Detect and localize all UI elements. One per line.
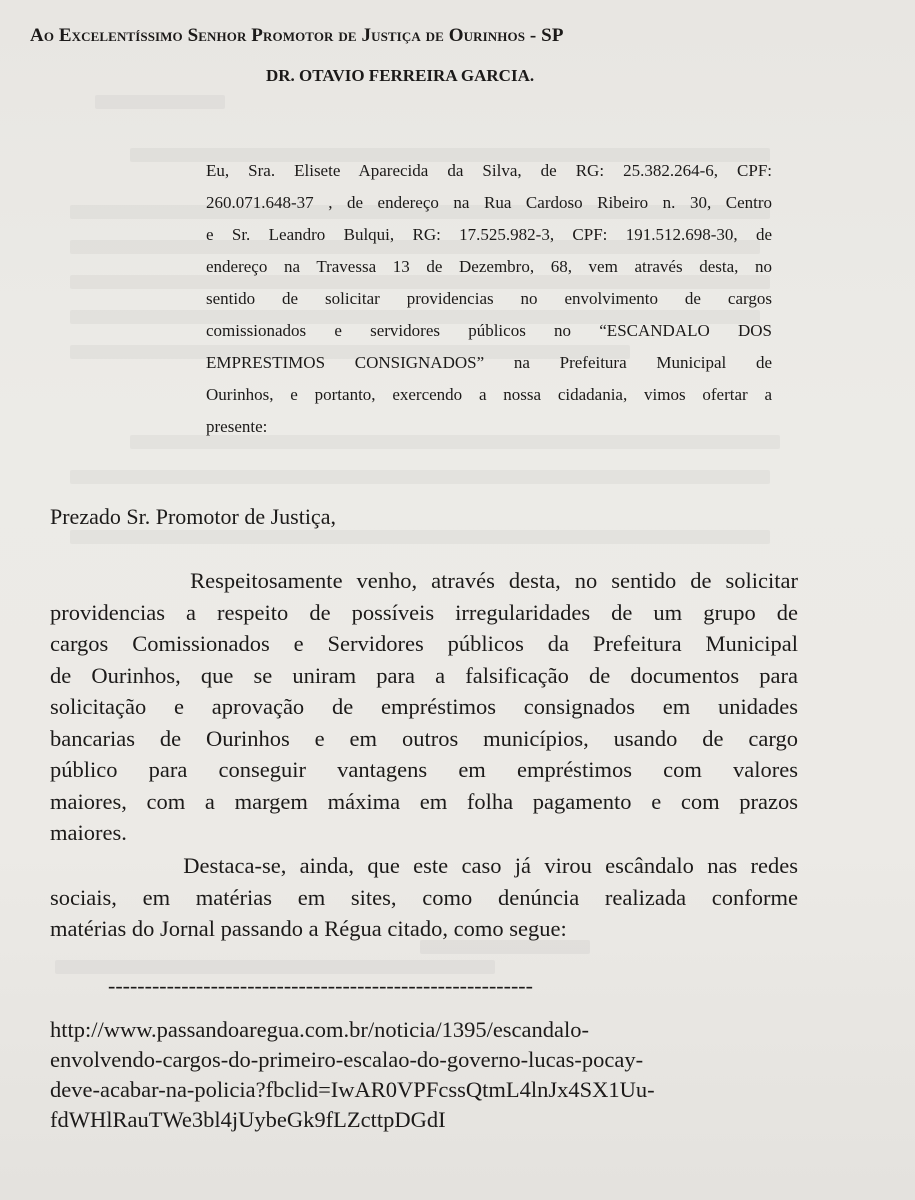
bleed-through-mark bbox=[55, 960, 495, 974]
request-paragraph bbox=[50, 565, 798, 849]
text-line: presente: bbox=[206, 417, 268, 436]
dashed-divider: ---------------------------------------------------------- bbox=[108, 973, 533, 998]
url-line: deve-acabar-na-policia?fbclid=IwAR0VPFcssQtmL4lnJx4SX1Uu- bbox=[50, 1077, 655, 1102]
text-line: público para conseguir vantagens em empréstimos com valores bbox=[50, 757, 798, 782]
text-line: de Ourinhos, que se uniram para a falsificação de documentos para bbox=[50, 662, 798, 688]
promotor-name-heading: DR. OTAVIO FERREIRA GARCIA. bbox=[266, 66, 535, 85]
salutation: Prezado Sr. Promotor de Justiça, bbox=[50, 504, 336, 529]
text-line: Destaca-se, ainda, que este caso já virou escândalo nas redes bbox=[50, 853, 798, 878]
text-line: sentido de solicitar providencias no envolvimento de cargos bbox=[206, 289, 772, 308]
text-line: e Sr. Leandro Bulqui, RG: 17.525.982-3, CPF: 191.512.698-30, de bbox=[206, 225, 772, 244]
bleed-through-mark bbox=[95, 95, 225, 109]
bleed-through-mark bbox=[70, 530, 770, 544]
news-url bbox=[50, 1015, 810, 1135]
text-line: matérias do Jornal passando a Régua citado, como segue: bbox=[50, 916, 567, 941]
text-line: 260.071.648-37 , de endereço na Rua Cardoso Ribeiro n. 30, Centro bbox=[206, 193, 772, 212]
text-line: providencias a respeito de possíveis irregularidades de um grupo de bbox=[50, 599, 798, 625]
text-line: Eu, Sra. Elisete Aparecida da Silva, de RG: 25.382.264-6, CPF: bbox=[206, 161, 772, 180]
text-line: maiores. bbox=[50, 820, 127, 845]
text-line: Respeitosamente venho, através desta, no sentido de solicitar bbox=[50, 568, 798, 593]
text-line: bancarias de Ourinhos e em outros municípios, usando de cargo bbox=[50, 725, 798, 751]
url-line: fdWHlRauTWe3bl4jUybeGk9fLZcttpDGdI bbox=[50, 1107, 446, 1132]
qualification-block bbox=[206, 155, 772, 443]
scandal-paragraph bbox=[50, 850, 798, 945]
addressee-heading: Ao Excelentíssimo Senhor Promotor de Justiça de Ourinhos - SP bbox=[30, 25, 564, 46]
bleed-through-mark bbox=[70, 470, 770, 484]
text-line: solicitação e aprovação de empréstimos consignados em unidades bbox=[50, 694, 798, 719]
text-line: Ourinhos, e portanto, exercendo a nossa cidadania, vimos ofertar a bbox=[206, 385, 772, 404]
text-line: sociais, em matérias em sites, como denúncia realizada conforme bbox=[50, 884, 798, 910]
url-line: envolvendo-cargos-do-primeiro-escalao-do-governo-lucas-pocay- bbox=[50, 1047, 644, 1072]
text-line: EMPRESTIMOS CONSIGNADOS” na Prefeitura Municipal de bbox=[206, 353, 772, 372]
text-line: comissionados e servidores públicos no “ESCANDALO DOS bbox=[206, 321, 772, 340]
text-line: cargos Comissionados e Servidores públicos da Prefeitura Municipal bbox=[50, 631, 798, 656]
url-line: http://www.passandoaregua.com.br/noticia/1395/escandalo- bbox=[50, 1017, 590, 1042]
text-line: endereço na Travessa 13 de Dezembro, 68, vem através desta, no bbox=[206, 257, 772, 276]
text-line: maiores, com a margem máxima em folha pagamento e com prazos bbox=[50, 788, 798, 814]
